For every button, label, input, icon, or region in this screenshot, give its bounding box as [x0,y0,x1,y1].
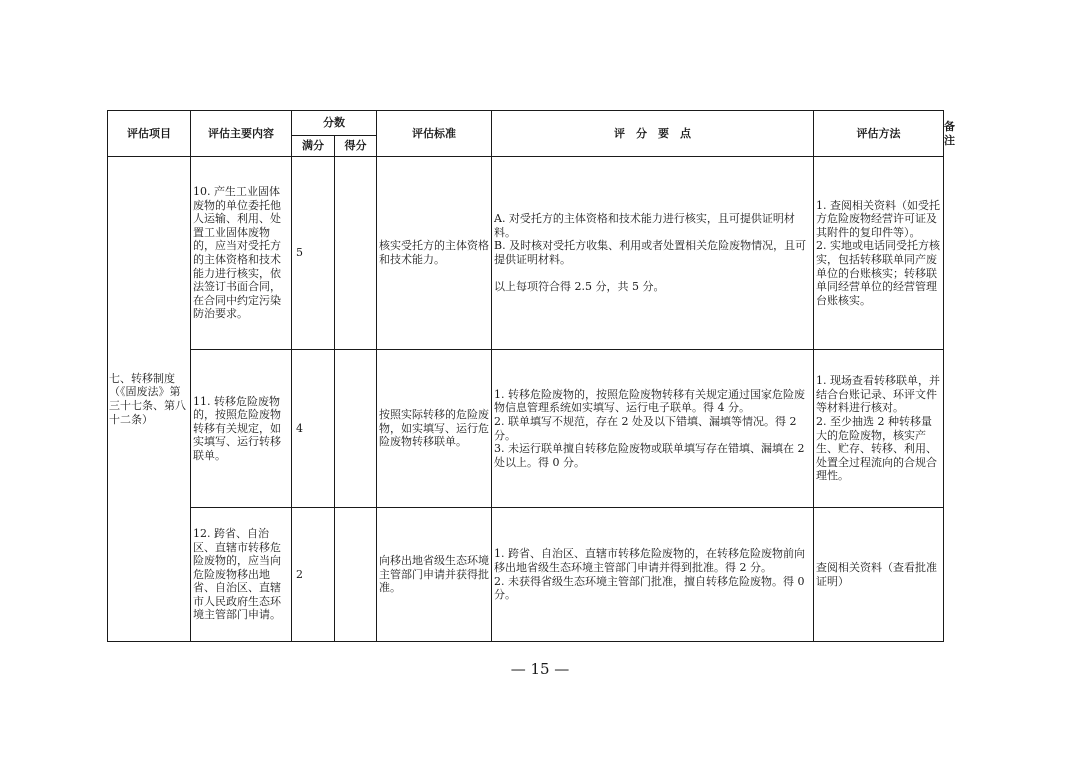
points-cell [492,157,814,350]
points-line: 以上每项符合得 2.5 分，共 5 分。 [494,280,665,294]
table-row [108,508,944,642]
header-score: 分数 [292,111,377,136]
header-got-score: 得分 [335,136,377,157]
table-row [108,157,944,350]
full-score-cell: 5 [292,157,335,350]
points-cell [492,508,814,642]
content-cell: 12. 跨省、自治区、直辖市转移危险废物的，应当向危险废物移出地省、自治区、直辖市人民政府生态环境主管部门申请。 [191,508,292,642]
content-cell: 10. 产生工业固体废物的单位委托他人运输、利用、处置工业固体废物的，应当对受托方的主体资格和技术能力进行核实，依法签订书面合同，在合同中约定污染防治要求。 [191,157,292,350]
category-cell: 七、转移制度（《固废法》第三十七条、第八十二条） [108,157,191,642]
got-score-cell [335,508,377,642]
points-gap [494,267,811,281]
full-score-cell: 2 [292,508,335,642]
header-content: 评估主要内容 [191,111,292,157]
content-cell: 11. 转移危险废物的，按照危险废物转移有关规定，如实填写、运行转移联单。 [191,350,292,508]
method-line: 查阅相关资料（查看批准证明） [816,560,937,588]
table-row [108,350,944,508]
points-line: 1. 跨省、自治区、直辖市转移危险废物的，在转移危险废物前向移出地省级生态环境主管部门申请并得到批准。得 2 分。 [494,547,805,574]
header-standard: 评估标准 [377,111,492,157]
full-score-cell: 4 [292,350,335,508]
header-item: 评估项目 [108,111,191,157]
points-line: 1. 转移危险废物的，按照危险废物转移有关规定通过国家危险废物信息管理系统如实填写、运行电子联单。得 4 分。 [494,387,805,415]
header-method: 评估方法 [814,111,944,157]
points-line: B. 及时核对受托方收集、利用或者处置相关危险废物情况，且可提供证明材料。 [494,239,807,266]
points-cell [492,350,814,508]
header-points: 评 分 要 点 [492,111,814,157]
method-cell [814,350,944,508]
points-line: 2. 联单填写不规范，存在 2 处及以下错填、漏填等情况。得 2 分。 [494,414,797,442]
points-line: 2. 未获得省级生态环境主管部门批准，擅自转移危险废物。得 0 分。 [494,574,805,602]
method-line: 2. 实地或电话同受托方核实，包括转移联单同产废单位的台账核实；转移联单同经营单位的经营管理台账核实。 [816,239,940,307]
method-line: 1. 现场查看转移联单，并结合台账记录、环评文件等材料进行核对。 [816,374,940,415]
standard-cell: 核实受托方的主体资格和技术能力。 [377,157,492,350]
standard-cell: 向移出地省级生态环境主管部门申请并获得批准。 [377,508,492,642]
got-score-cell [335,350,377,508]
header-full-score: 满分 [292,136,335,157]
standard-cell: 按照实际转移的危险废物，如实填写、运行危险废物转移联单。 [377,350,492,508]
points-line: 3. 未运行联单擅自转移危险废物或联单填写存在错填、漏填在 2 处以上。得 0 分。 [494,442,805,469]
method-cell [814,157,944,350]
method-line: 2. 至少抽选 2 种转移量大的危险废物，核实产生、贮存、转移、利用、处置全过程流向的合规合理性。 [816,414,937,483]
assessment-table: 评估项目 评估主要内容 分数 评估标准 评 分 要 点 评估方法 备注 满分 得分 七、转移制度（《固废法》第三十七条、第八十二条） 10. 产生工业固体废物的单位委托他人运输、利用、处置工业固体废物的，应当对受托方的主体资格和技术能力进行核实，依法签订书面合同，在合同中约定污染防治要求。 5 核实受托方的主体资格和技术能力。 A. 对受托方的主体资格和技术能力进行核实，且可提供证明材料。 B. 及时核对受托方收集、利用或者处置相关危险废物情况，且可提供证明材料。 以上每项符合得 2.5 分，共 5 分。 1. 查阅相关资料（如受托方危险废物经营许可证及其附件的复印件等）。 2. 实地或电话同受托方核实，包括转移联单同产废单位的台账核实；转移联单同经营单位的经营管理台账核实。 11. 转移危险废物的，按照危险废物转移有关规定，如实填写、运行转移联单。 4 按照实际转移的危险废物，如实填写、运行危险废物转移联单。 1. 转移危险废物的，按照危险废物转移有关规定通过国家危险废物信息管理系统如实填写、运行电子联单。得 4 分。 2. 联单填写不规范，存在 2 处及以下错填、漏填等情况。得 2 分。 3. 未运行联单擅自转移危险废物或联单填写存在错填、漏填在 2 处以上。得 0 分。 1. 现场查看转移联单，并结合台账记录、环评文件等材料进行核对。 2. 至少抽选 2 种转移量大的危险废物，核实产生、贮存、转移、利用、处置全过程流向的合规合理性。 12. 跨省、自治区、直辖市转移危险废物的，应当向危险废物移出地省、自治区、直辖市人民政府生态环境主管部门申请。 2 向移出地省级生态环境主管部门申请并获得批准。 1. 跨省、自治区、直辖市转移危险废物的，在转移危险废物前向移出地省级生态环境主管部门申请并得到批准。得 2 分。 2. 未获得省级生态环境主管部门批准，擅自转移危险废物。得 0 分。 查阅相关资料（查看批准证明） [107,110,944,642]
method-line: 1. 查阅相关资料（如受托方危险废物经营许可证及其附件的复印件等）。 [816,198,940,239]
method-cell [814,508,944,642]
page-number: — 15 — [510,660,570,678]
points-line: A. 对受托方的主体资格和技术能力进行核实，且可提供证明材料。 [494,212,795,239]
got-score-cell [335,157,377,350]
